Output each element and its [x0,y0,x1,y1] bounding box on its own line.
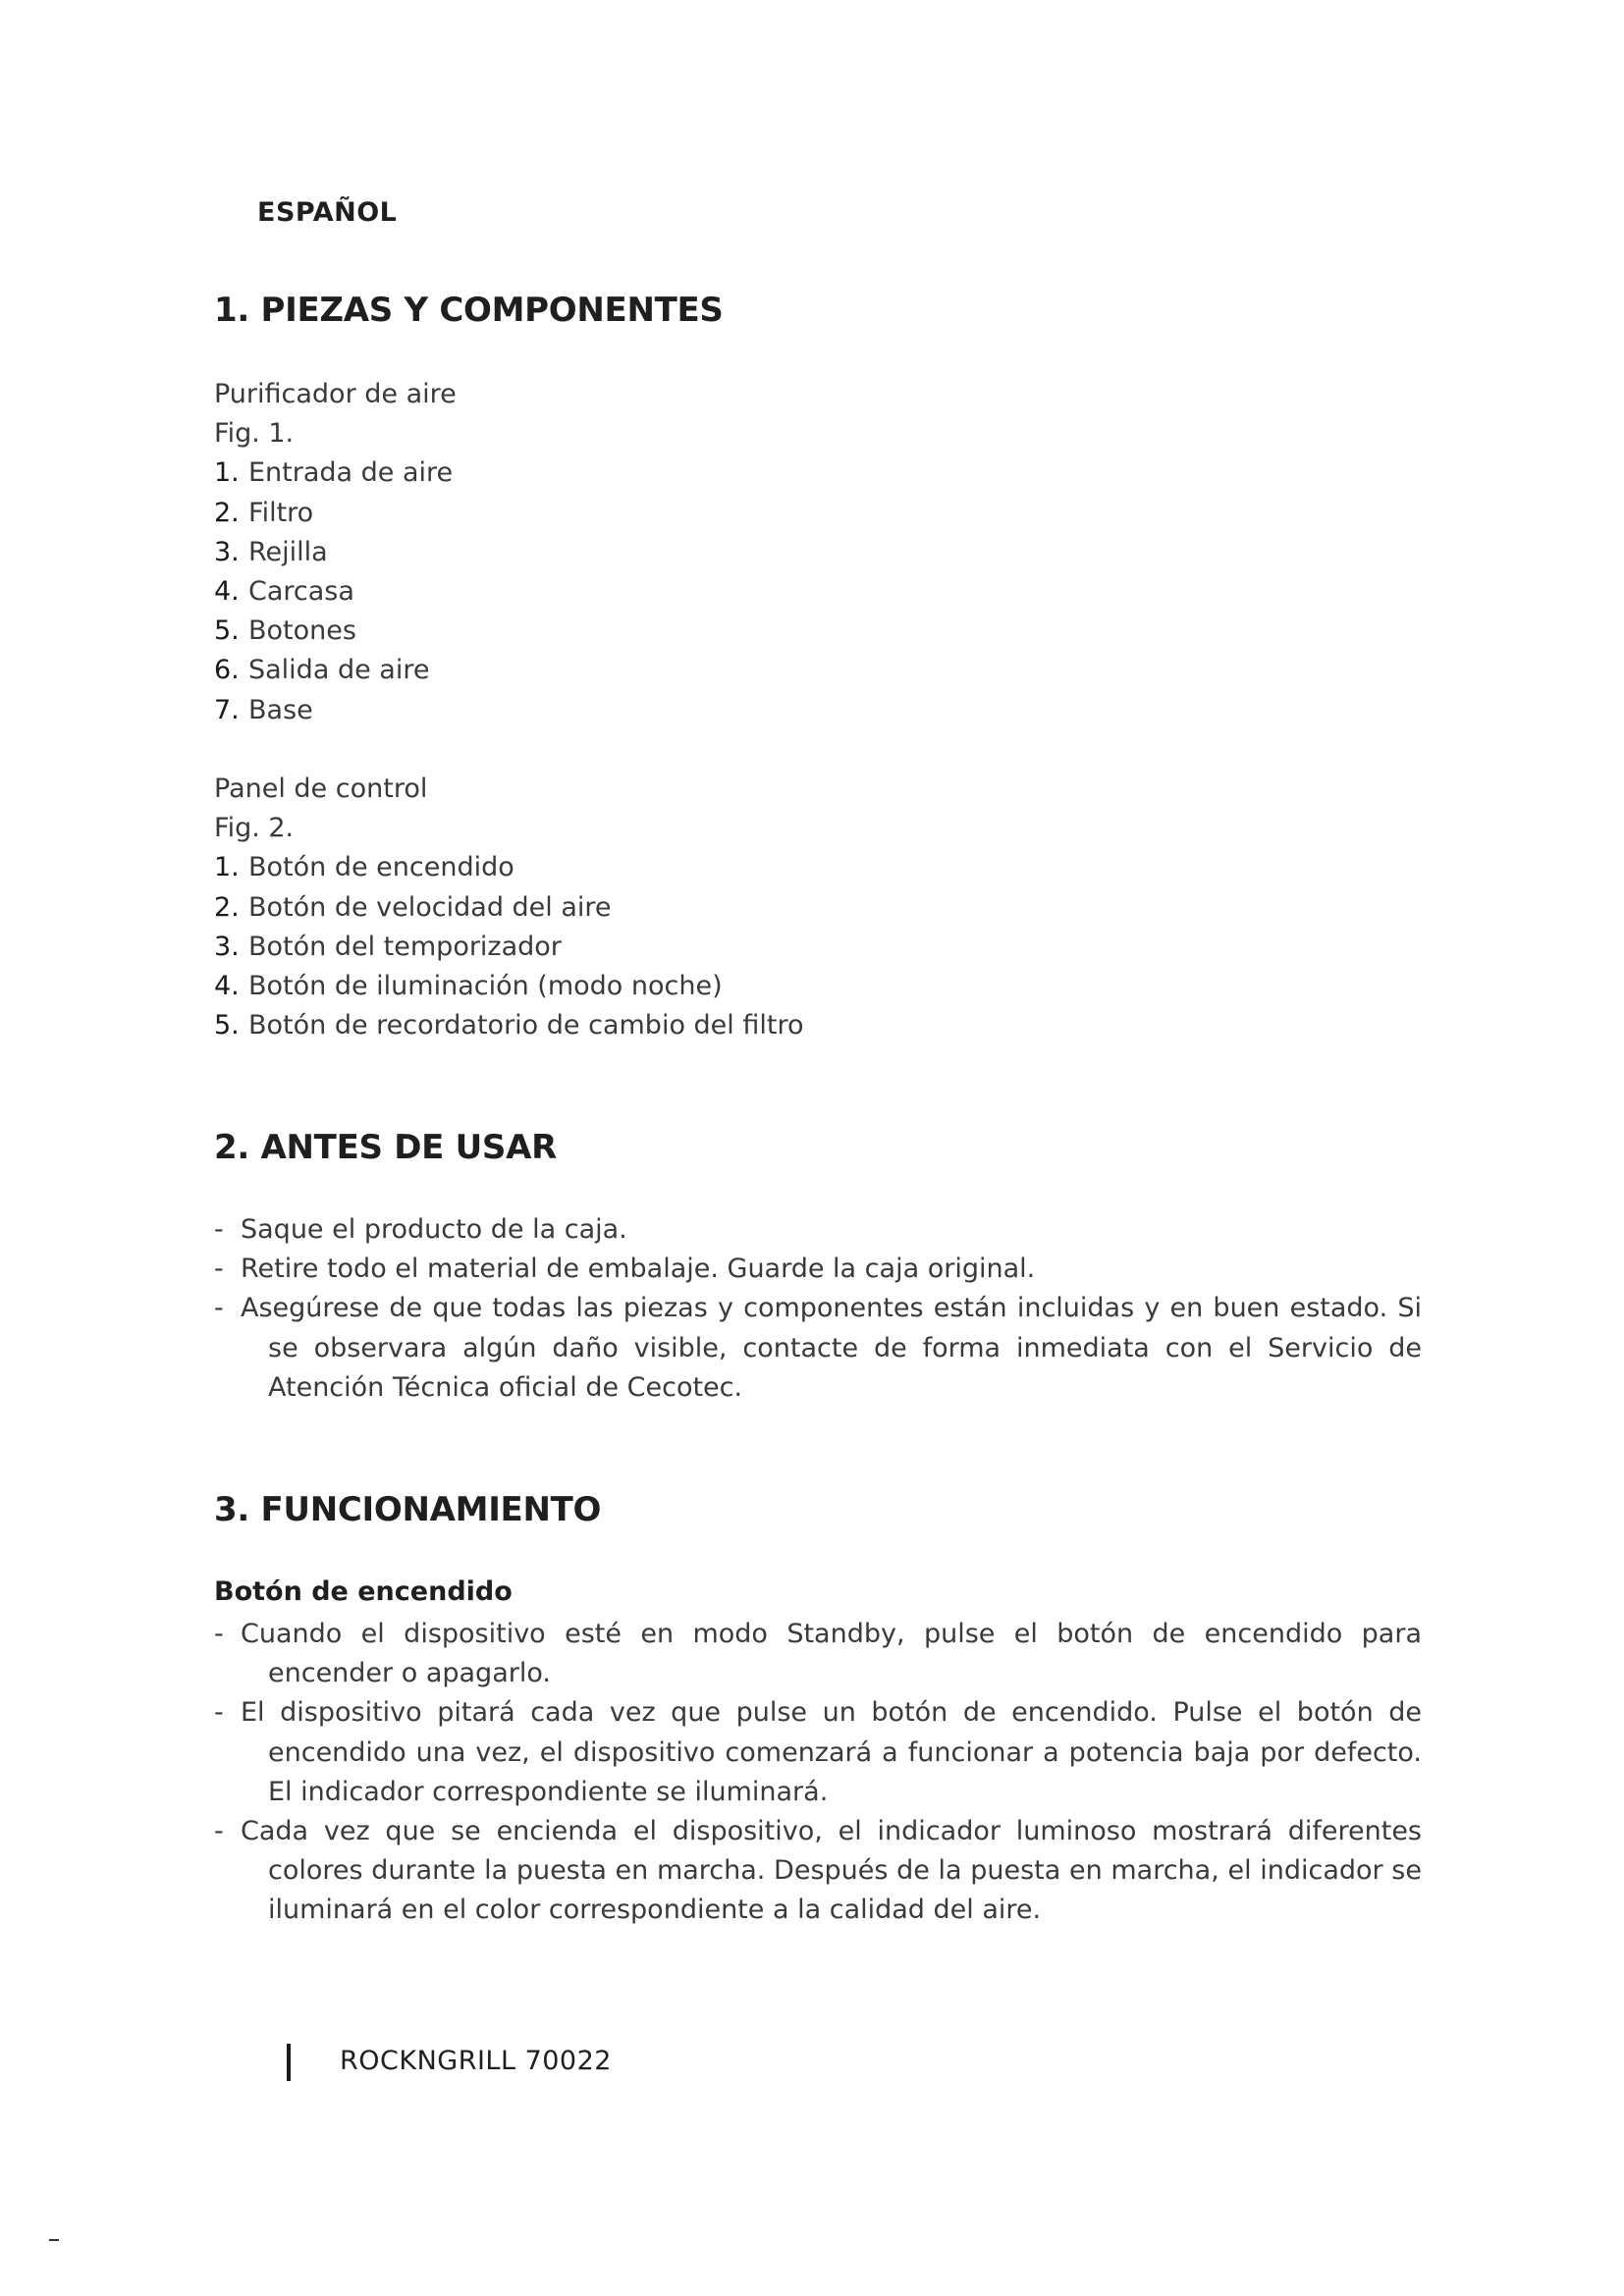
list-item-text: Botón del temporizador [248,931,562,962]
purifier-fig: Fig. 1. [214,418,295,450]
list-item-number: 3. [214,536,240,567]
panel-title: Panel de control [214,774,428,804]
corner-mark [49,2239,59,2241]
list-item [214,1693,1422,1812]
list-item-number: 6. [214,655,240,686]
list-item [214,612,1422,651]
list-item-text: Cada vez que se encienda el dispositivo, el indicador luminoso mostrará diferentes colores durante la puesta en marcha. Después de la puesta en marcha, el indicador se iluminará en el color correspondiente a la calidad del aire. [241,1816,1422,1926]
list-item-number: 2. [214,497,240,528]
language-label: ESPAÑOL [257,197,398,228]
list-item-text: Rejilla [248,536,328,567]
list-item [214,967,1422,1006]
list-item [214,572,1422,612]
list-item-text: Base [248,694,313,725]
power-button-subheading: Botón de encendido [214,1576,513,1607]
list-item [214,1812,1422,1931]
panel-block [214,770,1422,1045]
list-item [214,928,1422,967]
dash-bullet: - [214,1816,224,1847]
list-item [214,1250,1422,1289]
list-item-number: 2. [214,891,240,923]
dash-bullet: - [214,1697,224,1729]
list-item-number: 5. [214,615,240,647]
list-item-text: Asegúrese de que todas las piezas y componentes están incluidas y en buen estado. Si se observara algún daño visible, contacte de forma inmediata con el Servicio de Atención Técnica oficial de Cecotec. [241,1293,1422,1403]
before-use-list [214,1210,1422,1408]
list-item-text: Retire todo el material de embalaje. Guarde la caja original. [241,1254,1036,1285]
operation-list [214,1615,1422,1931]
list-item [214,494,1422,533]
list-item [214,533,1422,572]
list-item-text: Botón de recordatorio de cambio del filtro [248,1010,804,1041]
list-item-number: 7. [214,694,240,725]
list-item-number: 1. [214,852,240,883]
list-item [214,1289,1422,1408]
section-2-heading: 2. ANTES DE USAR [214,1128,557,1167]
list-item-text: Filtro [248,497,314,528]
list-item-number: 1. [214,457,240,489]
dash-bullet: - [214,1293,224,1324]
panel-buttons-list [214,848,1422,1045]
list-item-number: 4. [214,971,240,1002]
list-item [214,1006,1422,1045]
purifier-block [214,375,1422,730]
section-1-heading: 1. PIEZAS Y COMPONENTES [214,291,724,330]
list-item-number: 5. [214,1010,240,1041]
list-item [214,1210,1422,1250]
list-item-number: 4. [214,576,240,608]
list-item [214,1615,1422,1693]
list-item-text: El dispositivo pitará cada vez que pulse un botón de encendido. Pulse el botón de encendido una vez, el dispositivo comenzará a funcionar a potencia baja por defecto. El indicador correspondiente se iluminará. [241,1697,1422,1807]
dash-bullet: - [214,1254,224,1285]
list-item-text: Saque el producto de la caja. [241,1214,627,1245]
purifier-parts-list [214,454,1422,729]
list-item-text: Salida de aire [248,655,430,686]
list-item [214,848,1422,887]
dash-bullet: - [214,1214,224,1245]
dash-bullet: - [214,1619,224,1649]
list-item-text: Botón de encendido [248,852,514,883]
purifier-title: Purificador de aire [214,379,457,409]
list-item-text: Cuando el dispositivo esté en modo Standby, pulse el botón de encendido para encender o apagarlo. [241,1619,1422,1689]
list-item [214,888,1422,928]
operation-block [214,1615,1422,1931]
section-3-heading: 3. FUNCIONAMIENTO [214,1490,602,1529]
list-item-text: Botones [248,615,356,647]
list-item [214,454,1422,493]
before-use-block [214,1210,1422,1408]
list-item-text: Botón de iluminación (modo noche) [248,971,723,1002]
footer-bar [287,2044,291,2081]
list-item-number: 3. [214,931,240,962]
list-item-text: Botón de velocidad del aire [248,891,612,923]
list-item-text: Entrada de aire [248,457,454,489]
footer-model: ROCKNGRILL 70022 [340,2046,612,2076]
list-item [214,691,1422,730]
list-item-text: Carcasa [248,576,354,608]
list-item [214,651,1422,690]
panel-fig: Fig. 2. [214,813,295,844]
